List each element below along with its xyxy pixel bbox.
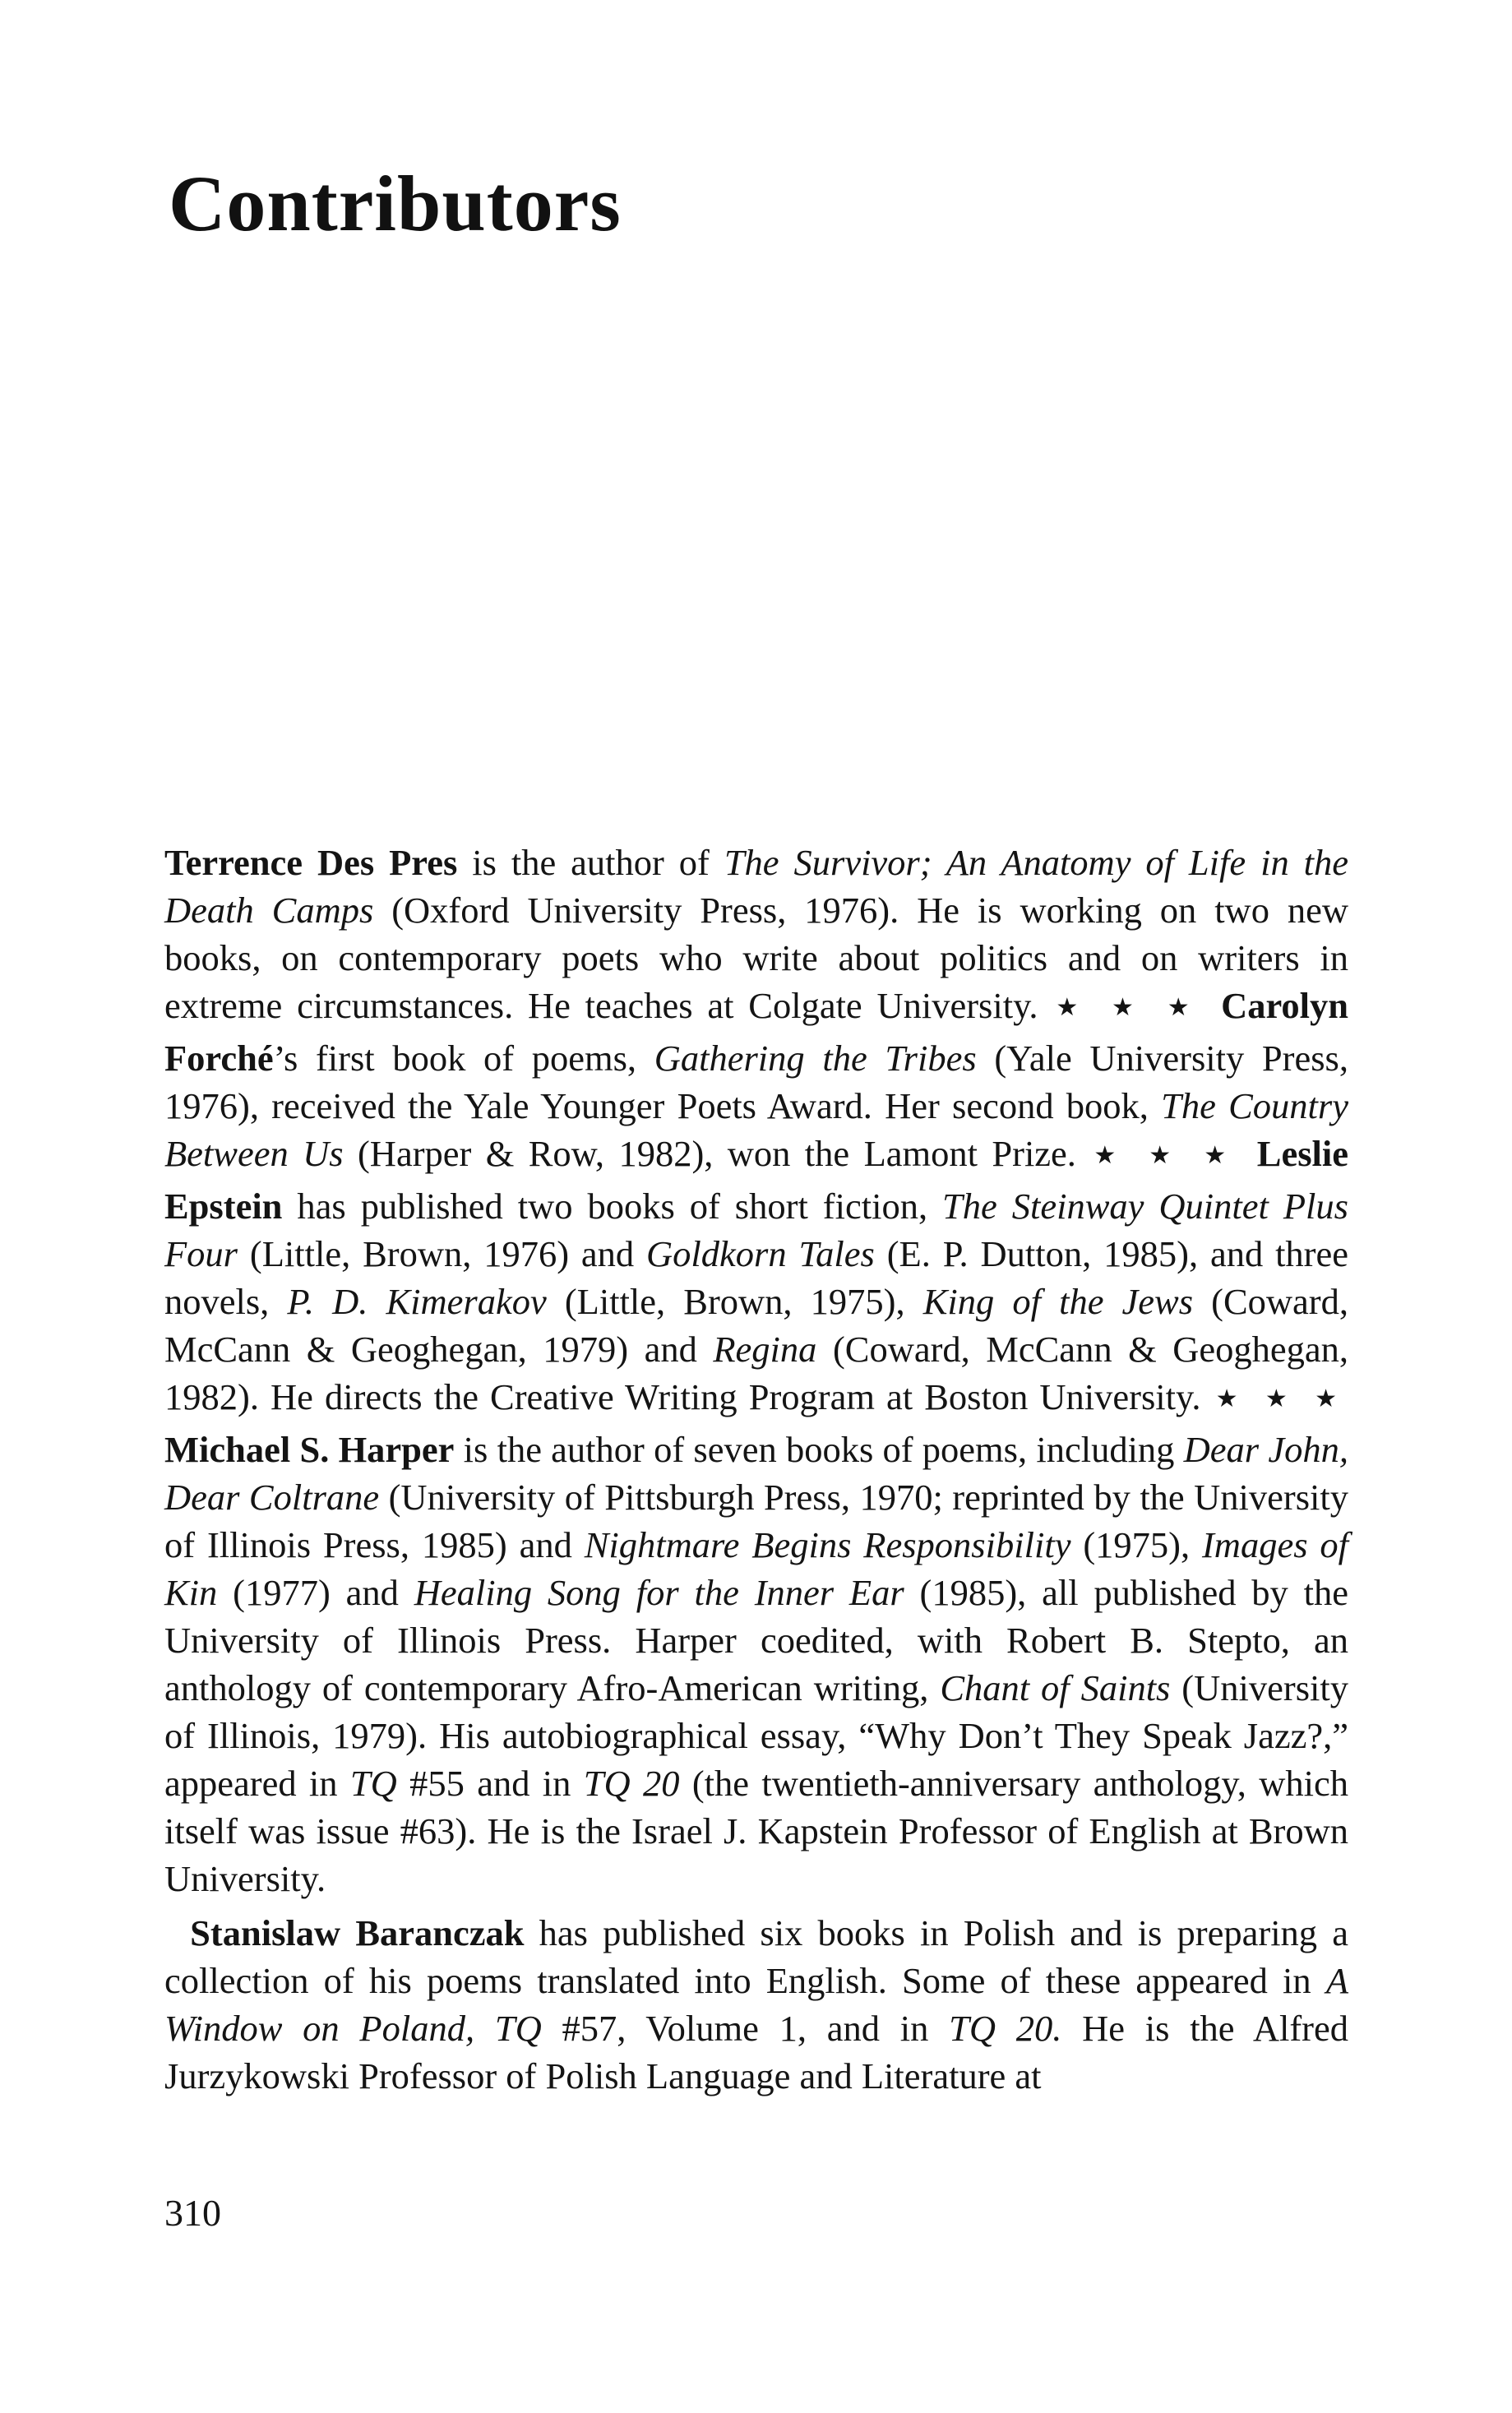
book-title: King of the Jews [922,1281,1194,1322]
bio-text: has published six books in Polish and is preparing a collection of his poems translated into English. Some of these appeared in [164,1912,1348,2001]
book-title: The Steinway Quintet Plus Four [164,1186,1348,1274]
book-title: Dear John, Dear Coltrane [164,1429,1348,1518]
book-title: The Survivor; An Anatomy of Life in the Death Camps [164,842,1348,931]
bio-text: (Coward, McCann & Geoghegan, 1979) and [164,1281,1348,1370]
journal-title: TQ [349,1763,397,1804]
bio-text: (the twentieth-anniversary anthology, which itself was issue #63). He is the Israel J. Kapstein Professor of English at Brown University. [164,1763,1348,1899]
page-title: Contributors [169,159,622,247]
bio-text: (1985), all published by the University of Illinois Press. Harper coedited, with Robert B. Stepto, an anthology of contemporary Afro-American writing, [164,1572,1349,1708]
contributor-name: Leslie Epstein [164,1133,1349,1227]
bio-text: is the author of [457,842,724,883]
bio-text: (Yale University Press, 1976), received the Yale Younger Poets Award. Her second book, [164,1038,1348,1126]
bio-text: is the author of seven books of poems, including [454,1429,1184,1470]
book-title: A Window on Poland, TQ [164,1960,1348,2049]
book-title: Healing Song for the Inner Ear [414,1572,904,1613]
contributor-name: Carolyn Forché [164,985,1349,1079]
journal-title: TQ 20. [949,2008,1062,2049]
bio-text: (E. P. Dutton, 1985), and three novels, [164,1233,1348,1322]
bio-text: (1977) and [217,1572,414,1613]
book-title: P. D. Kimerakov [287,1281,547,1322]
book-title: The Country Between Us [164,1085,1348,1174]
contributor-paragraph [164,839,1348,1902]
contributor-name: Stanislaw Baranczak [190,1912,525,1953]
bio-text: #57, Volume 1, and in [541,2008,950,2049]
bio-text: (Little, Brown, 1975), [546,1281,923,1322]
bio-text: #55 and in [396,1763,584,1804]
star-separator: ★ ★ ★ [1215,1385,1345,1412]
book-title: Goldkorn Tales [646,1233,875,1274]
contributor-name: Terrence Des Pres [164,842,458,883]
bio-text: has published two books of short fiction, [282,1186,943,1227]
page-number: 310 [164,2192,221,2234]
bio-text: (Oxford University Press, 1976). He is working on two new books, on contemporary poets who write about politics and on writers in extreme circumstances. He teaches at Colgate University. [164,890,1348,1026]
contributors-body [164,839,1348,2100]
journal-title: TQ 20 [583,1763,680,1804]
contributor-name: Michael S. Harper [164,1429,455,1470]
bio-text: (Harper & Row, 1982), won the Lamont Prize. [343,1133,1091,1174]
bio-text: (University of Pittsburgh Press, 1970; reprinted by the University of Illinois Press, 1985) and [164,1477,1349,1565]
book-title: Regina [713,1329,817,1370]
bio-text: (1975), [1070,1524,1202,1565]
contributor-paragraph [164,1909,1348,2100]
star-separator: ★ ★ ★ [1056,994,1204,1021]
book-title: Chant of Saints [940,1667,1171,1708]
bio-text: He is the Alfred Jurzykowski Professor of Polish Language and Literature at [164,2008,1348,2096]
book-title: Images of Kin [164,1524,1349,1613]
bio-text: ’s first book of poems, [273,1038,654,1079]
bio-text: (Coward, McCann & Geoghegan, 1982). He directs the Creative Writing Program at Boston University. [164,1329,1349,1417]
bio-text: (Little, Brown, 1976) and [238,1233,647,1274]
book-title: Nightmare Begins Responsibility [584,1524,1071,1565]
book-title: Gathering the Tribes [654,1038,977,1079]
star-separator: ★ ★ ★ [1094,1142,1240,1169]
bio-text: (University of Illinois, 1979). His autobiographical essay, “Why Don’t They Speak Jazz?,” appeared in [164,1667,1348,1804]
